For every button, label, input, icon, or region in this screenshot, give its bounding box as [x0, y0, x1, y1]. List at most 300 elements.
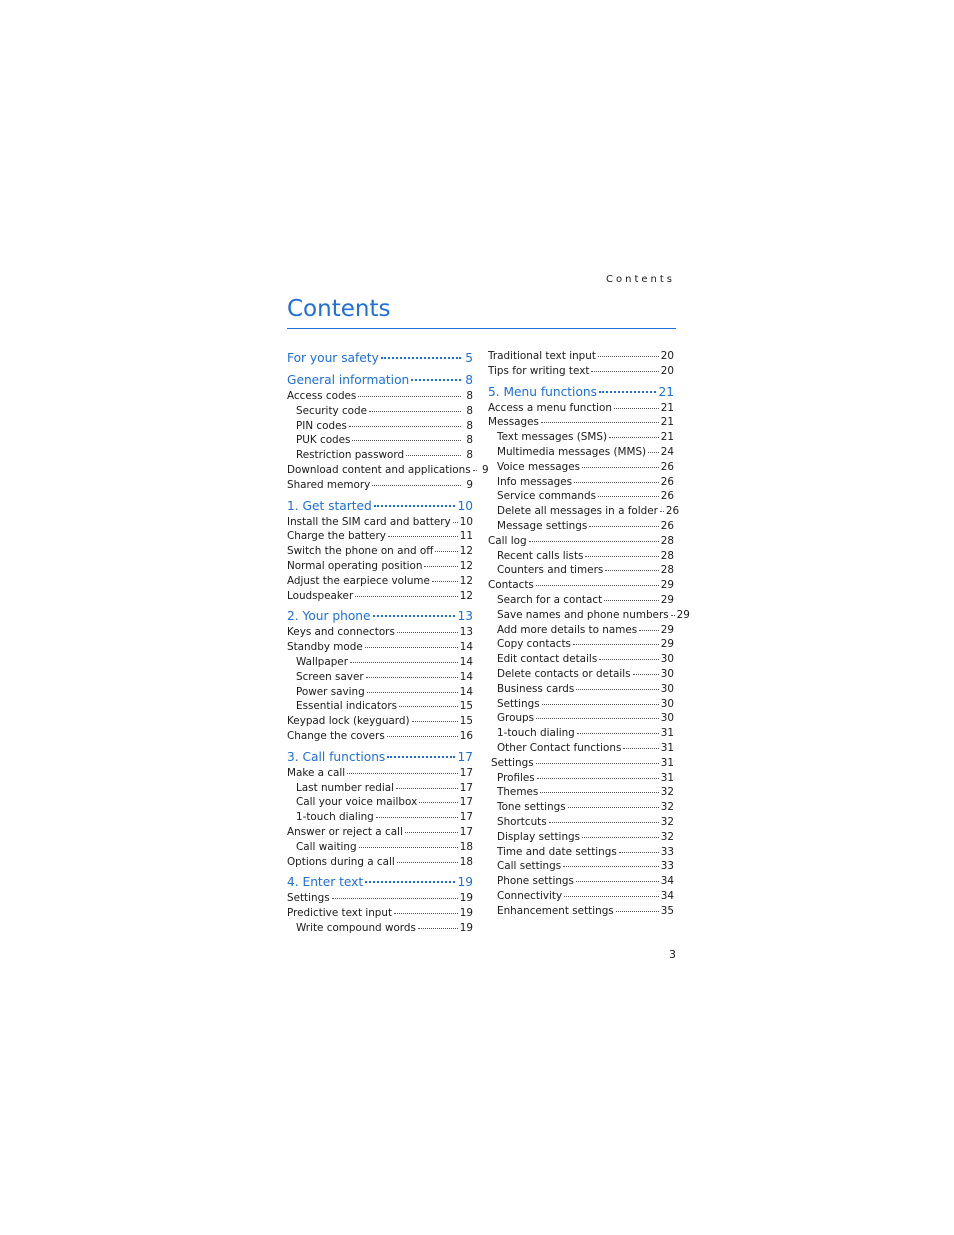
dot-leader	[619, 852, 659, 853]
toc-entry-title: For your safety	[287, 351, 379, 365]
toc-entry-page: 17	[459, 811, 473, 824]
toc-entry-page: 8	[466, 404, 473, 417]
dot-leader	[376, 817, 458, 818]
toc-entry-page: 12	[459, 589, 473, 602]
toc-entry-page: 21	[658, 384, 674, 399]
toc-entry-title: Call log	[488, 534, 527, 547]
dot-leader	[358, 396, 461, 397]
dot-leader	[374, 505, 456, 507]
dot-leader	[542, 704, 659, 705]
dot-leader	[432, 581, 458, 582]
toc-entry-title: 2. Your phone	[287, 609, 371, 624]
toc-entry[interactable]	[287, 640, 473, 655]
toc-entry-page: 30	[660, 697, 674, 710]
toc-entry-page: 29	[660, 638, 674, 651]
toc-entry-title: Messages	[488, 416, 539, 429]
dot-leader	[387, 736, 458, 737]
toc-entry-title: Recent calls lists	[497, 549, 584, 562]
toc-entry-title: Loudspeaker	[287, 589, 354, 602]
toc-entry[interactable]	[488, 578, 674, 593]
dot-leader	[381, 357, 461, 359]
dot-leader	[473, 470, 477, 471]
dot-leader	[563, 866, 659, 867]
toc-entry[interactable]	[488, 771, 674, 786]
toc-entry-page: 11	[459, 530, 473, 543]
toc-entry-page: 15	[459, 700, 473, 713]
toc-entry-page: 5	[465, 351, 473, 365]
toc-chapter-entry[interactable]	[287, 873, 473, 891]
toc-entry-page: 14	[459, 655, 473, 668]
toc-entry[interactable]	[287, 559, 473, 574]
toc-entry-page: 8	[466, 419, 473, 432]
dot-leader	[582, 467, 659, 468]
toc-entry-page: 9	[482, 463, 489, 476]
toc-entry[interactable]	[287, 766, 473, 781]
toc-entry-page: 10	[457, 498, 473, 513]
dot-leader	[582, 837, 659, 838]
dot-leader	[648, 452, 659, 453]
toc-entry[interactable]	[488, 549, 674, 564]
toc-entry[interactable]	[488, 652, 674, 667]
dot-leader	[639, 630, 659, 631]
toc-entry-page: 21	[660, 416, 674, 429]
toc-entry-page: 26	[660, 475, 674, 488]
toc-entry-page: 29	[660, 593, 674, 606]
toc-entry[interactable]	[488, 519, 674, 534]
dot-leader	[591, 371, 658, 372]
dot-leader	[397, 632, 458, 633]
toc-chapter-entry[interactable]	[287, 497, 473, 515]
toc-entry-title: 3. Call functions	[287, 749, 386, 764]
toc-entry-title: Settings	[497, 697, 540, 710]
toc-entry-page: 18	[459, 855, 473, 868]
toc-entry[interactable]	[287, 478, 473, 493]
dot-leader	[536, 763, 659, 764]
toc-entry-page: 10	[459, 515, 473, 528]
toc-entry[interactable]	[488, 460, 674, 475]
toc-entry-title: Traditional text input	[488, 350, 596, 362]
toc-entry-title: Groups	[497, 712, 535, 725]
toc-entry[interactable]	[287, 515, 473, 530]
dot-leader	[396, 788, 458, 789]
dot-leader	[541, 422, 659, 423]
dot-leader	[365, 881, 455, 883]
page-number: 3	[669, 948, 676, 961]
toc-entry-title: Switch the phone on and off	[287, 545, 434, 558]
toc-entry[interactable]	[287, 419, 473, 434]
dot-leader	[359, 847, 458, 848]
toc-entry-title: Power saving	[296, 685, 365, 698]
toc-entry-title: Security code	[296, 404, 368, 417]
toc-entry[interactable]	[287, 389, 473, 404]
toc-entry[interactable]	[287, 921, 473, 936]
dot-leader	[540, 792, 659, 793]
dot-leader	[387, 756, 455, 758]
toc-entry-title: Multimedia messages (MMS)	[497, 445, 647, 458]
toc-entry-title: Call your voice mailbox	[296, 796, 418, 809]
toc-entry-page: 19	[459, 907, 473, 920]
toc-entry[interactable]	[488, 904, 674, 919]
toc-entry-page: 28	[660, 534, 674, 547]
toc-entry[interactable]	[287, 529, 473, 544]
toc-entry-page: 26	[660, 490, 674, 503]
toc-entry-page: 17	[459, 781, 473, 794]
toc-entry[interactable]	[287, 855, 473, 870]
toc-chapter-entry[interactable]	[287, 371, 473, 389]
toc-entry-title: Essential indicators	[296, 700, 398, 713]
toc-entry[interactable]	[287, 714, 473, 729]
toc-entry-page: 28	[660, 564, 674, 577]
dot-leader	[616, 911, 659, 912]
toc-entry[interactable]	[488, 815, 674, 830]
dot-leader	[388, 536, 458, 537]
toc-entry-page: 21	[660, 401, 674, 414]
toc-entry[interactable]	[488, 874, 674, 889]
toc-entry[interactable]	[488, 830, 674, 845]
toc-entry-title: Call settings	[497, 860, 562, 873]
toc-entry-page: 35	[660, 904, 674, 917]
toc-entry[interactable]	[488, 349, 674, 364]
toc-entry-title: Restriction password	[296, 449, 405, 462]
toc-entry-title: Profiles	[497, 771, 535, 784]
toc-entry-page: 19	[457, 875, 473, 890]
toc-entry-title: Standby mode	[287, 641, 363, 654]
dot-leader	[574, 482, 659, 483]
toc-entry[interactable]	[488, 534, 674, 549]
toc-entry-title: Add more details to names	[497, 623, 638, 636]
toc-entry[interactable]	[287, 433, 473, 448]
toc-entry-title: Edit contact details	[497, 653, 598, 666]
toc-entry-title: PIN codes	[296, 419, 347, 432]
dot-leader	[399, 706, 458, 707]
toc-entry-title: Search for a contact	[497, 593, 603, 606]
toc-entry-page: 17	[459, 796, 473, 809]
dot-leader	[536, 585, 659, 586]
toc-entry-page: 8	[466, 449, 473, 462]
toc-entry-page: 32	[660, 830, 674, 843]
title-rule	[287, 328, 676, 329]
dot-leader	[589, 526, 658, 527]
dot-leader	[453, 522, 458, 523]
toc-entry-title: Tips for writing text	[488, 364, 590, 377]
toc-entry-page: 14	[459, 641, 473, 654]
toc-entry-title: Info messages	[497, 475, 573, 488]
toc-entry-title: Message settings	[497, 519, 588, 532]
toc-entry-page: 8	[466, 390, 473, 402]
toc-entry[interactable]	[488, 489, 674, 504]
toc-entry-title: Options during a call	[287, 855, 395, 868]
dot-leader	[585, 556, 658, 557]
toc-entry[interactable]	[287, 699, 473, 714]
toc-entry-title: General information	[287, 373, 410, 387]
toc-entry-page: 31	[660, 727, 674, 740]
dot-leader	[633, 674, 659, 675]
dot-leader	[576, 881, 659, 882]
toc-entry-title: Other Contact functions	[497, 741, 622, 754]
toc-entry-page: 28	[660, 549, 674, 562]
toc-entry[interactable]	[488, 711, 674, 726]
dot-leader	[424, 566, 457, 567]
dot-leader	[435, 551, 457, 552]
toc-entry-page: 14	[459, 670, 473, 683]
toc-entry[interactable]	[488, 741, 674, 756]
toc-entry-title: Save names and phone numbers	[497, 608, 669, 621]
dot-leader	[598, 496, 659, 497]
toc-entry-title: Enhancement settings	[497, 904, 614, 917]
toc-entry-title: Settings	[287, 892, 330, 905]
toc-chapter-entry[interactable]	[287, 748, 473, 766]
dot-leader	[352, 440, 461, 441]
dot-leader	[365, 647, 458, 648]
dot-leader	[367, 692, 458, 693]
toc-entry[interactable]	[287, 795, 473, 810]
toc-entry-title: Keypad lock (keyguard)	[287, 715, 410, 728]
toc-entry[interactable]	[287, 655, 473, 670]
toc-entry[interactable]	[488, 845, 674, 860]
toc-entry-page: 8	[465, 373, 473, 387]
dot-leader	[604, 600, 659, 601]
toc-entry-page: 13	[457, 609, 473, 624]
dot-leader	[671, 615, 675, 616]
toc-entry-title: 1-touch dialing	[296, 811, 374, 824]
toc-entry-page: 26	[660, 460, 674, 473]
toc-entry-title: Predictive text input	[287, 907, 393, 920]
dot-leader	[609, 437, 659, 438]
toc-entry-page: 20	[660, 364, 674, 377]
toc-entry-page: 12	[459, 545, 473, 558]
toc-entry-title: Settings	[491, 756, 534, 769]
toc-entry[interactable]	[287, 544, 473, 559]
toc-entry-title: 4. Enter text	[287, 875, 364, 890]
dot-leader	[577, 733, 659, 734]
toc-entry[interactable]	[287, 463, 489, 478]
toc-entry[interactable]	[287, 906, 473, 921]
toc-entry[interactable]	[488, 504, 680, 519]
toc-entry-page: 24	[660, 445, 674, 458]
toc-entry[interactable]	[488, 623, 674, 638]
dot-leader	[599, 659, 659, 660]
dot-leader	[549, 822, 659, 823]
toc-entry-title: Copy contacts	[497, 638, 571, 651]
toc-entry-page: 32	[660, 815, 674, 828]
toc-entry-title: Download content and applications	[287, 463, 471, 476]
toc-entry-title: Charge the battery	[287, 530, 386, 543]
toc-entry-title: Service commands	[497, 490, 596, 503]
toc-entry-page: 19	[459, 892, 473, 905]
toc-entry-page: 30	[660, 667, 674, 680]
toc-chapter-entry[interactable]	[488, 383, 674, 401]
toc-entry-title: Screen saver	[296, 670, 364, 683]
toc-entry-title: 5. Menu functions	[488, 384, 597, 399]
toc-entry-page: 18	[459, 840, 473, 853]
toc-entry-title: Business cards	[497, 682, 575, 695]
toc-entry-page: 14	[459, 685, 473, 698]
toc-entry-page: 9	[466, 478, 473, 491]
toc-entry-title: Tone settings	[497, 801, 566, 814]
dot-leader	[605, 570, 659, 571]
toc-entry-title: Phone settings	[497, 875, 574, 888]
toc-entry[interactable]	[488, 889, 674, 904]
dot-leader	[412, 721, 458, 722]
toc-entry-title: Last number redial	[296, 781, 394, 794]
toc-entry-title: Change the covers	[287, 729, 385, 742]
toc-entry-page: 32	[660, 786, 674, 799]
toc-entry-page: 34	[660, 875, 674, 888]
toc-entry[interactable]	[488, 859, 674, 874]
toc-entry-title: Shared memory	[287, 478, 371, 491]
toc-entry-page: 29	[660, 623, 674, 636]
toc-entry-title: PUK codes	[296, 434, 351, 447]
page-title: Contents	[287, 296, 391, 322]
dot-leader	[537, 778, 659, 779]
toc-entry-title: Install the SIM card and battery	[287, 515, 451, 528]
toc-entry-page: 17	[459, 825, 473, 838]
toc-entry-page: 21	[660, 431, 674, 444]
dot-leader	[332, 898, 458, 899]
toc-entry-title: Keys and connectors	[287, 626, 395, 639]
toc-entry[interactable]	[287, 810, 473, 825]
dot-leader	[349, 426, 461, 427]
dot-leader	[419, 802, 458, 803]
toc-entry-page: 30	[660, 712, 674, 725]
dot-leader	[568, 807, 659, 808]
toc-entry[interactable]	[488, 475, 674, 490]
toc-entry-page: 8	[466, 434, 473, 447]
toc-entry[interactable]	[287, 404, 473, 419]
dot-leader	[599, 391, 657, 393]
toc-entry[interactable]	[488, 445, 674, 460]
toc-entry[interactable]	[488, 667, 674, 682]
toc-entry-title: Answer or reject a call	[287, 825, 403, 838]
toc-entry-title: Voice messages	[497, 460, 581, 473]
toc-entry-page: 19	[459, 921, 473, 934]
toc-entry[interactable]	[488, 637, 674, 652]
toc-chapter-entry[interactable]	[287, 607, 473, 625]
toc-entry[interactable]	[488, 682, 674, 697]
toc-entry[interactable]	[488, 401, 674, 416]
dot-leader	[598, 356, 659, 357]
toc-left-column	[287, 349, 489, 936]
dot-leader	[411, 379, 461, 381]
toc-entry-page: 30	[660, 653, 674, 666]
toc-entry-page: 12	[459, 559, 473, 572]
toc-entry[interactable]	[488, 756, 674, 771]
toc-entry[interactable]	[488, 726, 674, 741]
toc-entry-title: Access a menu function	[488, 401, 612, 414]
toc-entry-page: 29	[660, 579, 674, 592]
dot-leader	[564, 896, 659, 897]
toc-entry-page: 13	[459, 626, 473, 639]
toc-entry-title: Shortcuts	[497, 815, 547, 828]
dot-leader	[623, 748, 658, 749]
toc-entry-title: Text messages (SMS)	[497, 431, 607, 444]
toc-entry-title: Adjust the earpiece volume	[287, 574, 430, 587]
toc-entry-page: 16	[459, 729, 473, 742]
dot-leader	[394, 913, 458, 914]
dot-leader	[614, 408, 659, 409]
toc-entry[interactable]	[488, 800, 674, 815]
dot-leader	[529, 541, 659, 542]
dot-leader	[406, 455, 461, 456]
dot-leader	[369, 411, 461, 412]
toc-entry-page: 33	[660, 845, 674, 858]
toc-entry[interactable]	[488, 364, 674, 379]
toc-entry-title: Wallpaper	[296, 655, 348, 668]
toc-entry-page: 12	[459, 574, 473, 587]
toc-entry-page: 26	[660, 519, 674, 532]
dot-leader	[418, 928, 458, 929]
toc-entry-page: 33	[660, 860, 674, 873]
toc-entry[interactable]	[287, 589, 473, 604]
toc-entry[interactable]	[287, 448, 473, 463]
toc-entry-page: 17	[457, 749, 473, 764]
toc-entry[interactable]	[287, 781, 473, 796]
toc-entry-title: 1-touch dialing	[497, 727, 575, 740]
toc-entry-title: Delete all messages in a folder	[497, 505, 658, 518]
dot-leader	[536, 718, 659, 719]
toc-entry[interactable]	[488, 430, 674, 445]
dot-leader	[350, 662, 458, 663]
dot-leader	[576, 689, 658, 690]
toc-entry-page: 15	[459, 715, 473, 728]
toc-entry[interactable]	[287, 729, 473, 744]
toc-right-column	[488, 349, 690, 918]
dot-leader	[405, 832, 458, 833]
toc-entry[interactable]	[488, 785, 674, 800]
toc-entry-page: 29	[676, 608, 690, 621]
toc-chapter-entry[interactable]	[287, 349, 473, 367]
toc-entry[interactable]	[287, 574, 473, 589]
toc-entry-page: 30	[660, 682, 674, 695]
dot-leader	[372, 485, 461, 486]
toc-entry[interactable]	[488, 563, 674, 578]
toc-entry[interactable]	[287, 625, 473, 640]
toc-entry-title: Delete contacts or details	[497, 667, 631, 680]
toc-entry-page: 17	[459, 766, 473, 779]
toc-entry-title: Time and date settings	[497, 845, 617, 858]
toc-entry[interactable]	[488, 608, 690, 623]
toc-entry-page: 20	[660, 350, 674, 362]
dot-leader	[347, 773, 458, 774]
toc-entry-title: Call waiting	[296, 840, 357, 853]
toc-entry[interactable]	[287, 825, 473, 840]
toc-entry-title: Write compound words	[296, 921, 416, 934]
dot-leader	[573, 644, 659, 645]
toc-entry-title: 1. Get started	[287, 498, 372, 513]
toc-entry-title: Counters and timers	[497, 564, 604, 577]
toc-entry-title: Themes	[497, 786, 539, 799]
toc-entry[interactable]	[488, 697, 674, 712]
toc-entry-page: 32	[660, 801, 674, 814]
toc-entry-page: 26	[665, 505, 680, 518]
toc-entry[interactable]	[287, 840, 473, 855]
toc-entry-title: Access codes	[287, 390, 357, 402]
toc-entry-page: 31	[660, 756, 674, 769]
toc-entry[interactable]	[488, 415, 674, 430]
toc-entry-title: Contacts	[488, 579, 534, 592]
dot-leader	[397, 862, 458, 863]
running-header: Contents	[606, 274, 675, 285]
toc-entry-page: 31	[660, 771, 674, 784]
toc-entry[interactable]	[287, 891, 473, 906]
toc-entry[interactable]	[287, 685, 473, 700]
toc-entry-page: 34	[660, 889, 674, 902]
toc-entry-page: 31	[660, 741, 674, 754]
toc-entry[interactable]	[287, 670, 473, 685]
toc-entry[interactable]	[488, 593, 674, 608]
toc-entry-title: Make a call	[287, 766, 346, 779]
toc-entry-title: Display settings	[497, 830, 581, 843]
